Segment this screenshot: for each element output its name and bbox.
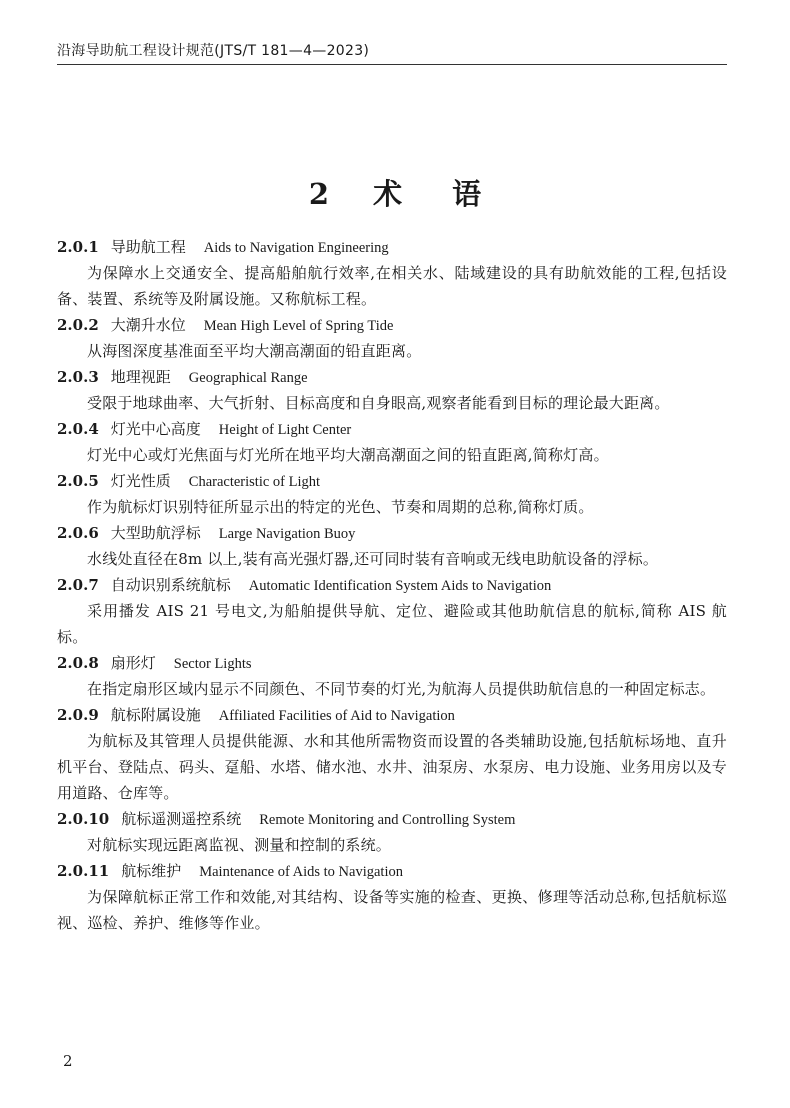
term-name-en: Maintenance of Aids to Navigation <box>199 864 403 880</box>
term-number: 2.0.5 <box>57 472 99 490</box>
term-definition: 为航标及其管理人员提供能源、水和其他所需物资而设置的各类辅助设施,包括航标场地、直升机平台、登陆点、码头、趸船、水塔、储水池、水井、油泵房、水泵房、电力设施、业务用房以及专用道路、仓库等。 <box>57 732 727 802</box>
term-name-zh: 航标维护 <box>121 862 182 880</box>
term-name-en: Large Navigation Buoy <box>218 526 356 542</box>
term-number: 2.0.2 <box>57 316 99 334</box>
term-name-zh: 地理视距 <box>110 368 171 386</box>
term-name-zh: 灯光性质 <box>110 472 171 490</box>
term-entry <box>57 650 727 702</box>
term-name-en: Height of Light Center <box>218 422 352 438</box>
term-name-en: Aids to Navigation Engineering <box>203 240 389 256</box>
term-entry <box>57 312 727 364</box>
term-name-zh: 大型助航浮标 <box>110 524 201 542</box>
term-definition: 灯光中心或灯光焦面与灯光所在地平均大潮高潮面之间的铅直距离,简称灯高。 <box>87 446 609 464</box>
term-number: 2.0.4 <box>57 420 99 438</box>
chapter-title-part1: 术 <box>373 177 403 211</box>
term-heading <box>57 364 727 390</box>
term-name-en: Characteristic of Light <box>188 474 321 490</box>
term-entry <box>57 806 727 858</box>
term-number: 2.0.6 <box>57 524 99 542</box>
term-heading <box>57 468 727 494</box>
term-name-zh: 扇形灯 <box>110 654 156 672</box>
term-definition: 采用播发 AIS 21 号电文,为船舶提供导航、定位、避险或其他助航信息的航标,简称 AIS 航标。 <box>57 602 727 646</box>
term-number: 2.0.8 <box>57 654 99 672</box>
term-definition: 受限于地球曲率、大气折射、目标高度和自身眼高,观察者能看到目标的理论最大距离。 <box>87 394 670 412</box>
term-heading <box>57 806 727 832</box>
term-entry <box>57 702 727 806</box>
term-name-zh: 导助航工程 <box>110 238 186 256</box>
term-name-zh: 自动识别系统航标 <box>110 576 231 594</box>
term-definition: 水线处直径在8m 以上,装有高光强灯器,还可同时装有音响或无线电助航设备的浮标。 <box>87 550 659 568</box>
term-definition: 在指定扇形区域内显示不同颜色、不同节奏的灯光,为航海人员提供助航信息的一种固定标志。 <box>87 680 716 698</box>
term-entry <box>57 858 727 936</box>
running-header: 沿海导助航工程设计规范(JTS/T 181—4—2023) <box>57 43 370 59</box>
header-rule <box>57 64 727 65</box>
term-heading <box>57 520 727 546</box>
term-name-en: Affiliated Facilities of Aid to Navigation <box>218 708 455 724</box>
term-definition: 作为航标灯识别特征所显示出的特定的光色、节奏和周期的总称,简称灯质。 <box>87 498 594 516</box>
term-definition: 为保障航标正常工作和效能,对其结构、设备等实施的检查、更换、修理等活动总称,包括航标巡视、巡检、养护、维修等作业。 <box>57 888 727 932</box>
term-number: 2.0.11 <box>57 862 110 880</box>
term-number: 2.0.7 <box>57 576 99 594</box>
term-name-zh: 航标遥测遥控系统 <box>121 810 242 828</box>
term-definition: 从海图深度基准面至平均大潮高潮面的铅直距离。 <box>87 342 422 360</box>
term-name-en: Geographical Range <box>188 370 308 386</box>
term-entry <box>57 468 727 520</box>
term-entry <box>57 572 727 650</box>
term-heading <box>57 416 727 442</box>
term-name-en: Remote Monitoring and Controlling System <box>259 812 516 828</box>
term-heading <box>57 234 727 260</box>
term-name-zh: 大潮升水位 <box>110 316 186 334</box>
term-heading <box>57 650 727 676</box>
term-definition: 为保障水上交通安全、提高船舶航行效率,在相关水、陆域建设的具有助航效能的工程,包括设备、装置、系统等及附属设施。又称航标工程。 <box>57 264 727 308</box>
term-heading <box>57 572 727 598</box>
term-number: 2.0.1 <box>57 238 99 256</box>
term-entry <box>57 364 727 416</box>
term-number: 2.0.9 <box>57 706 99 724</box>
term-number: 2.0.10 <box>57 810 110 828</box>
chapter-title-part2: 语 <box>452 177 482 211</box>
term-name-en: Automatic Identification System Aids to Navigation <box>248 578 552 594</box>
chapter-number: 2 <box>308 177 330 211</box>
term-name-zh: 航标附属设施 <box>110 706 201 724</box>
terms-list <box>57 234 727 936</box>
term-entry <box>57 416 727 468</box>
term-entry <box>57 234 727 312</box>
term-definition: 对航标实现远距离监视、测量和控制的系统。 <box>87 836 392 854</box>
page-number: 2 <box>63 1052 73 1070</box>
chapter-title <box>0 172 790 213</box>
term-number: 2.0.3 <box>57 368 99 386</box>
term-heading <box>57 312 727 338</box>
term-heading <box>57 858 727 884</box>
term-name-en: Mean High Level of Spring Tide <box>203 318 394 334</box>
term-heading <box>57 702 727 728</box>
term-entry <box>57 520 727 572</box>
term-name-en: Sector Lights <box>173 656 252 672</box>
term-name-zh: 灯光中心高度 <box>110 420 201 438</box>
